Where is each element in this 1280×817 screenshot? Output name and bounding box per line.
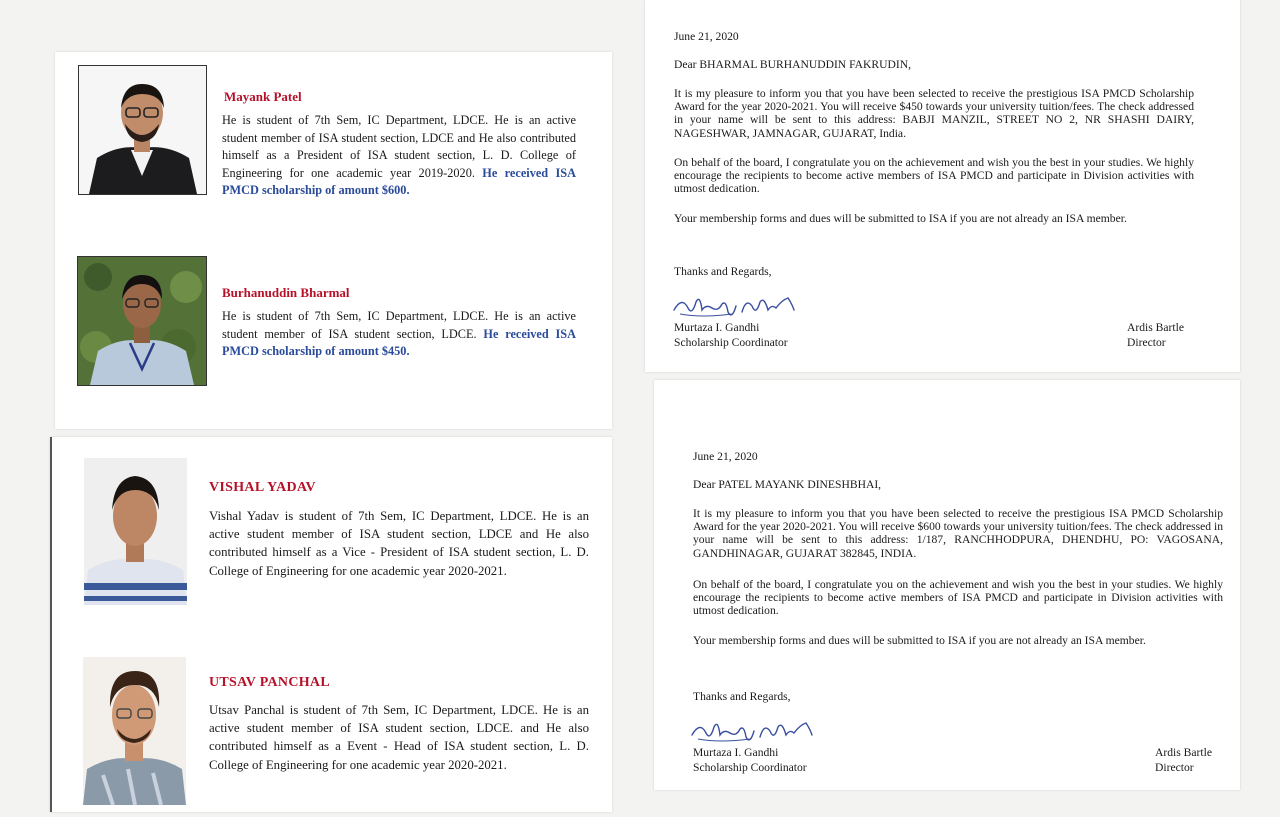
letter-closing: Thanks and Regards,	[674, 265, 772, 278]
person-photo-mayank	[78, 65, 207, 195]
signature-icon	[672, 290, 802, 322]
letter-paragraph: On behalf of the board, I congratulate you on the achievement and wish you the best in your studies. We highly encourage the recipients to become active members of ISA PMCD and participate in Division activities with utmost dedication.	[693, 578, 1223, 618]
signer-name: Murtaza I. Gandhi	[693, 746, 779, 759]
person-photo-icon	[83, 657, 186, 805]
director-name: Ardis Bartle	[1155, 746, 1212, 759]
letter-paragraph: It is my pleasure to inform you that you have been selected to receive the prestigious ISA PMCD Scholarship Award for the year 2020-2021. You will receive $450 towards your university tuition/fees. The check addressed in your name will be sent to this address: BABJI MANZIL, STREET NO 2, NR SHASHI DAIRY, NAGESHWAR, JAMNAGAR, GUJARAT, India.	[674, 87, 1194, 140]
letter-date: June 21, 2020	[693, 450, 758, 463]
director-title: Director	[1155, 761, 1194, 774]
profile-name: Mayank Patel	[224, 89, 302, 104]
letter-closing: Thanks and Regards,	[693, 690, 791, 703]
profile-bio	[209, 701, 589, 774]
letter-paragraph: Your membership forms and dues will be submitted to ISA if you are not already an ISA member.	[674, 212, 1127, 225]
signature-icon	[690, 715, 820, 747]
scholarship-award-text: He received ISA PMCD scholarship of amount $600.	[222, 165, 576, 197]
letter-paragraph: It is my pleasure to inform you that you have been selected to receive the prestigious ISA PMCD Scholarship Award for the year 2020-2021. You will receive $600 towards your university tuition/fees. The check addressed in your name will be sent to this address: 1/187, RANCHHODPURA, DHENDHU, PO: VAGOSANA, GANDHINAGAR, GUJARAT 382845, INDIA.	[693, 507, 1223, 560]
profile-name: Burhanuddin Bharmal	[222, 285, 350, 300]
profile-bio-text: Vishal Yadav is student of 7th Sem, IC Department, LDCE. He is an active student member of ISA student section, LDCE and He also contributed himself as a Vice - President of ISA student section, L. D. College of Engineering for one academic year 2020-2021.	[209, 509, 589, 578]
signer-title: Scholarship Coordinator	[693, 761, 807, 774]
signer-title: Scholarship Coordinator	[674, 336, 788, 349]
letter-salutation: Dear PATEL MAYANK DINESHBHAI,	[693, 478, 882, 491]
letter-paragraph: Your membership forms and dues will be submitted to ISA if you are not already an ISA member.	[693, 634, 1146, 647]
person-photo-vishal	[84, 458, 187, 605]
scholarship-award-text: He received ISA PMCD scholarship of amount $450.	[222, 326, 577, 358]
profile-name: UTSAV PANCHAL	[209, 675, 330, 690]
person-photo-icon	[79, 66, 206, 194]
letter-paragraph: On behalf of the board, I congratulate you on the achievement and wish you the best in your studies. We highly encourage the recipients to become active members of ISA PMCD and participate in Division activities with utmost dedication.	[674, 156, 1194, 196]
signer-name: Murtaza I. Gandhi	[674, 321, 760, 334]
person-photo-icon	[78, 257, 206, 385]
profile-bio-text: He is student of 7th Sem, IC Department, LDCE. He is an active student member of ISA student section, LDCE and He also contributed himself as a President of ISA student section, L. D. College of Engineering for one academic year 2019-2020.	[222, 113, 576, 180]
panel-left-edge	[50, 437, 52, 812]
person-photo-utsav	[83, 657, 186, 805]
profile-bio-text: He is student of 7th Sem, IC Department, LDCE. He is an active student member of ISA student section, LDCE.	[222, 309, 576, 341]
letter-date: June 21, 2020	[674, 30, 739, 43]
person-photo-burhanuddin	[77, 256, 207, 386]
profile-bio	[222, 308, 576, 361]
profile-bio	[209, 507, 589, 580]
profile-name: VISHAL YADAV	[209, 480, 316, 495]
director-title: Director	[1127, 336, 1166, 349]
profile-bio-text: Utsav Panchal is student of 7th Sem, IC Department, LDCE. He is an active student member of ISA student section, LDCE. and He also contributed himself as a Event - Head of ISA student section, L. D. College of Engineering for one academic year 2020-2021.	[209, 703, 589, 772]
letter-salutation: Dear BHARMAL BURHANUDDIN FAKRUDIN,	[674, 58, 912, 71]
director-name: Ardis Bartle	[1127, 321, 1184, 334]
profile-bio	[222, 112, 576, 200]
person-photo-icon	[84, 458, 187, 605]
